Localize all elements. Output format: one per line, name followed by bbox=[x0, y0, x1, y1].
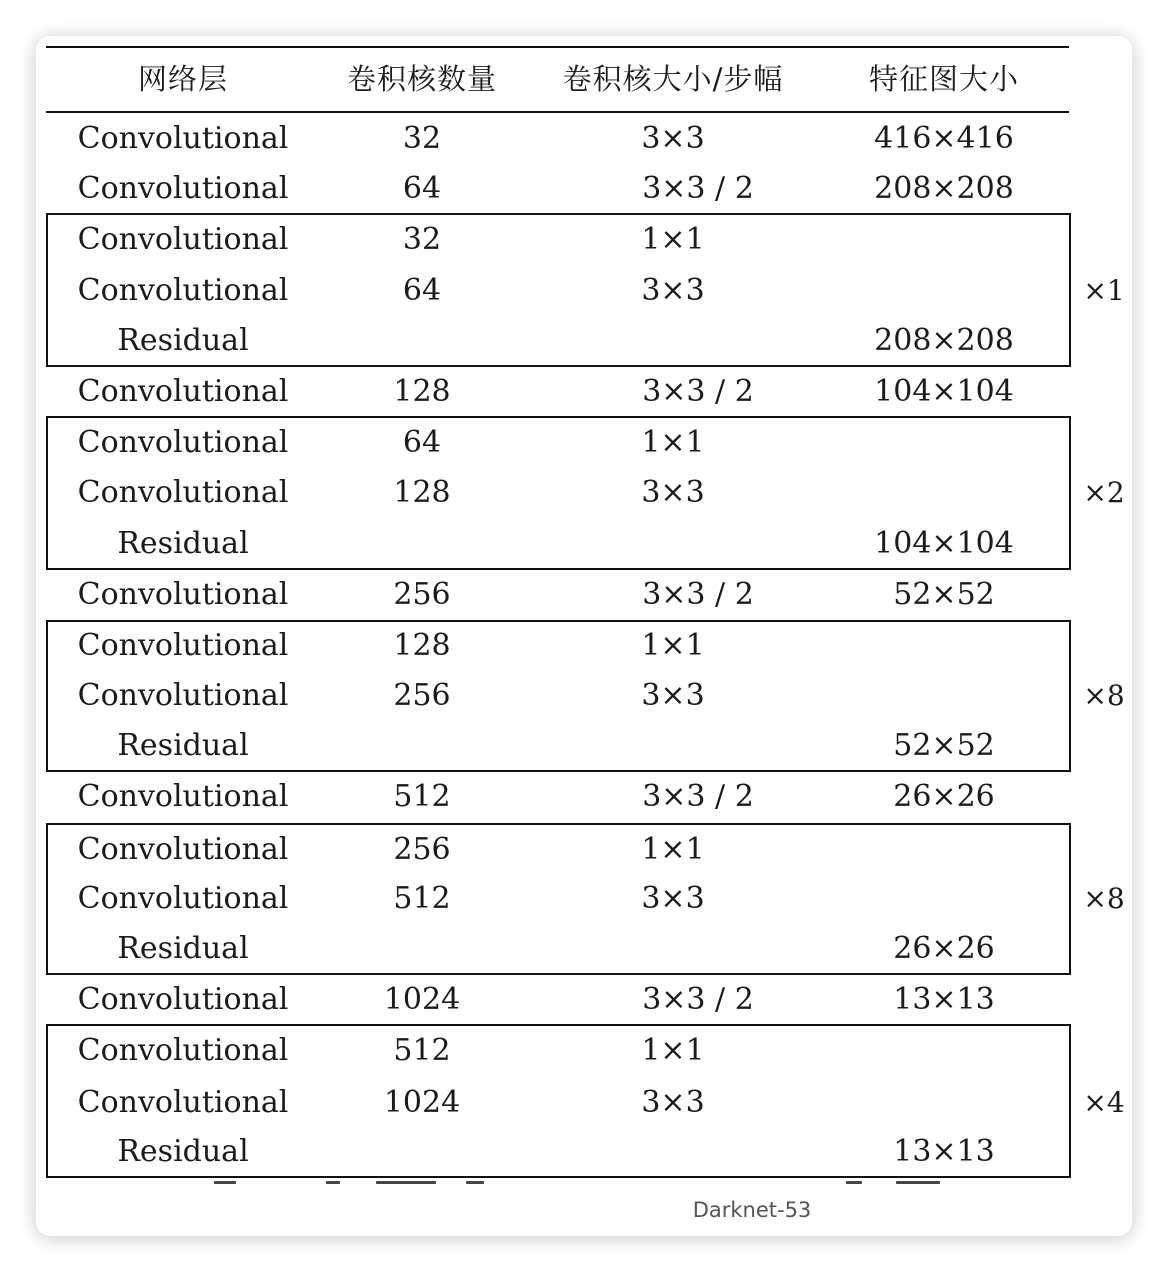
cell-layer: Residual bbox=[117, 526, 249, 561]
cell-filters: 512 bbox=[393, 881, 451, 916]
cell-filters: 256 bbox=[393, 577, 451, 612]
cell-kernel: 3×3 bbox=[641, 678, 705, 713]
header-filters: 卷积核数量 bbox=[346, 62, 498, 96]
header-kernel: 卷积核大小/步幅 bbox=[562, 62, 784, 96]
cell-filters: 256 bbox=[393, 832, 451, 867]
table-row bbox=[0, 927, 1168, 971]
cell-filters: 512 bbox=[393, 779, 451, 814]
cell-kernel: 1×1 bbox=[641, 832, 705, 867]
table-row bbox=[0, 522, 1168, 566]
table-row bbox=[0, 573, 1168, 617]
cropped-text-strip bbox=[46, 1180, 1069, 1188]
cell-kernel: 3×3 bbox=[641, 273, 705, 308]
cell-kernel: 3×3 bbox=[641, 121, 705, 156]
cell-layer: Convolutional bbox=[77, 273, 289, 308]
table-row bbox=[0, 1029, 1168, 1073]
cell-output: 52×52 bbox=[893, 577, 995, 612]
cell-filters: 128 bbox=[393, 475, 451, 510]
cell-kernel: 1×1 bbox=[641, 425, 705, 460]
cell-layer: Convolutional bbox=[77, 374, 289, 409]
cell-output: 104×104 bbox=[874, 374, 1014, 409]
cell-kernel: 3×3 / 2 bbox=[642, 171, 754, 206]
cell-filters: 256 bbox=[393, 678, 451, 713]
cell-filters: 512 bbox=[393, 1033, 451, 1068]
table-row bbox=[0, 775, 1168, 819]
cell-kernel: 3×3 / 2 bbox=[642, 374, 754, 409]
cell-layer: Convolutional bbox=[77, 577, 289, 612]
cell-output: 26×26 bbox=[893, 779, 995, 814]
table-row bbox=[0, 471, 1168, 515]
cell-output: 208×208 bbox=[874, 323, 1014, 358]
cell-kernel: 3×3 bbox=[641, 475, 705, 510]
cell-kernel: 3×3 bbox=[641, 881, 705, 916]
cell-layer: Convolutional bbox=[77, 1085, 289, 1120]
table-row bbox=[0, 674, 1168, 718]
header-layer: 网络层 bbox=[137, 62, 229, 96]
cell-output: 13×13 bbox=[893, 982, 995, 1017]
cell-filters: 32 bbox=[402, 121, 442, 156]
table-row bbox=[0, 828, 1168, 872]
cell-layer: Residual bbox=[117, 931, 249, 966]
cell-output: 104×104 bbox=[874, 526, 1014, 561]
cell-layer: Convolutional bbox=[77, 628, 289, 663]
table-row bbox=[0, 978, 1168, 1022]
cell-layer: Convolutional bbox=[77, 1033, 289, 1068]
cell-layer: Convolutional bbox=[77, 171, 289, 206]
cell-kernel: 3×3 / 2 bbox=[642, 982, 754, 1017]
cell-kernel: 3×3 / 2 bbox=[642, 577, 754, 612]
table-row bbox=[0, 877, 1168, 921]
cell-output: 52×52 bbox=[893, 728, 995, 763]
cell-filters: 1024 bbox=[383, 1085, 461, 1120]
cell-filters: 1024 bbox=[383, 982, 461, 1017]
cell-layer: Convolutional bbox=[77, 475, 289, 510]
cell-layer: Convolutional bbox=[77, 881, 289, 916]
table-top-rule bbox=[46, 46, 1069, 48]
cell-kernel: 1×1 bbox=[641, 628, 705, 663]
table-row bbox=[0, 421, 1168, 465]
cell-filters: 32 bbox=[402, 222, 442, 257]
cell-filters: 64 bbox=[402, 171, 442, 206]
table-row bbox=[0, 218, 1168, 262]
table-header-rule bbox=[46, 111, 1069, 113]
table-row bbox=[0, 269, 1168, 313]
table-row bbox=[0, 117, 1168, 161]
table-row bbox=[0, 370, 1168, 414]
cell-layer: Residual bbox=[117, 323, 249, 358]
cell-output: 208×208 bbox=[874, 171, 1014, 206]
repeat-label-4: ×8 bbox=[1083, 882, 1125, 915]
cell-layer: Residual bbox=[117, 1134, 249, 1169]
table-row bbox=[0, 1081, 1168, 1125]
repeat-label-2: ×2 bbox=[1083, 476, 1125, 509]
cell-filters: 128 bbox=[393, 374, 451, 409]
cell-kernel: 3×3 / 2 bbox=[642, 779, 754, 814]
table-row bbox=[0, 1130, 1168, 1174]
cell-layer: Residual bbox=[117, 728, 249, 763]
cell-kernel: 1×1 bbox=[641, 222, 705, 257]
repeat-label-5: ×4 bbox=[1083, 1086, 1125, 1119]
cell-filters: 64 bbox=[402, 273, 442, 308]
cell-layer: Convolutional bbox=[77, 425, 289, 460]
cell-layer: Convolutional bbox=[77, 678, 289, 713]
cell-kernel: 3×3 bbox=[641, 1085, 705, 1120]
cell-layer: Convolutional bbox=[77, 121, 289, 156]
cell-layer: Convolutional bbox=[77, 779, 289, 814]
repeat-label-1: ×1 bbox=[1083, 274, 1125, 307]
cell-layer: Convolutional bbox=[77, 982, 289, 1017]
cell-kernel: 1×1 bbox=[641, 1033, 705, 1068]
cell-filters: 128 bbox=[393, 628, 451, 663]
cell-layer: Convolutional bbox=[77, 222, 289, 257]
repeat-label-3: ×8 bbox=[1083, 679, 1125, 712]
cell-filters: 64 bbox=[402, 425, 442, 460]
table-row bbox=[0, 319, 1168, 363]
table-row bbox=[0, 167, 1168, 211]
cell-output: 13×13 bbox=[893, 1134, 995, 1169]
table-row bbox=[0, 624, 1168, 668]
image-caption: Darknet-53 bbox=[692, 1198, 812, 1222]
cell-output: 416×416 bbox=[874, 121, 1014, 156]
cell-layer: Convolutional bbox=[77, 832, 289, 867]
header-output: 特征图大小 bbox=[868, 62, 1020, 96]
table-row bbox=[0, 724, 1168, 768]
table-header-row bbox=[0, 57, 1168, 101]
cell-output: 26×26 bbox=[893, 931, 995, 966]
